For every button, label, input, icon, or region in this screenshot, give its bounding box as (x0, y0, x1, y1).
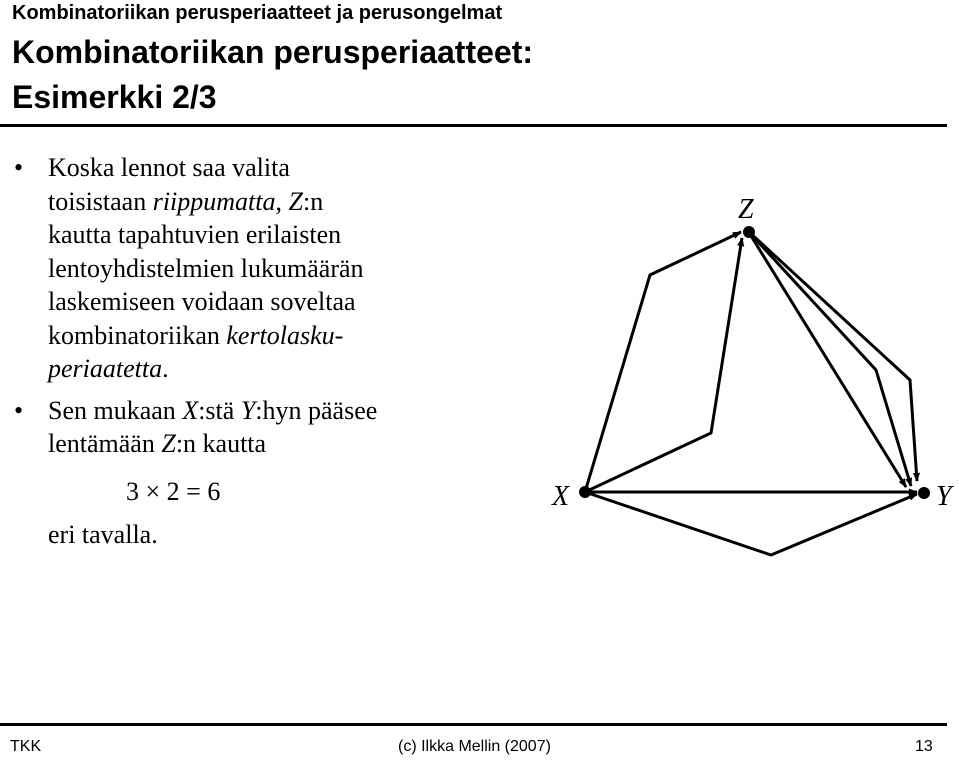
bullet-1-line-7: periaatetta. (48, 354, 169, 383)
bullet-icon: • (14, 153, 24, 182)
page-number: 13 (915, 738, 933, 755)
route-z-y-3 (748, 231, 906, 487)
title-line-2: Esimerkki 2/3 (12, 79, 217, 115)
footer-divider (0, 723, 947, 726)
bullet-1-line-1: Koska lennot saa valita (48, 153, 290, 182)
node-z (743, 226, 755, 238)
equation: 3 × 2 = 6 (126, 476, 221, 506)
section-header: Kombinatoriikan perusperiaatteet ja perusongelmat (12, 2, 503, 24)
bullet-2-line-4: eri tavalla. (48, 520, 158, 549)
bullet-1-line-6: kombinatoriikan kertolasku- (48, 320, 344, 350)
footer-center: (c) Ilkka Mellin (2007) (398, 738, 551, 755)
label-y: Y (936, 481, 952, 512)
route-x-z-2 (585, 238, 742, 492)
node-x (579, 486, 591, 498)
bullet-1-line-3: kautta tapahtuvien erilaisten (48, 220, 342, 249)
title-line-1: Kombinatoriikan perusperiaatteet: (12, 34, 533, 70)
route-x-y-lower (585, 492, 917, 555)
bullet-1-line-2: toisistaan riippumatta, Z:n (48, 186, 324, 216)
bullet-1-line-5: laskemiseen voidaan soveltaa (48, 287, 356, 316)
footer-left: TKK (10, 738, 42, 755)
label-x: X (552, 481, 570, 512)
node-y (918, 487, 930, 499)
label-z: Z (738, 194, 754, 225)
bullet-1-line-4: lentoyhdistelmien lukumäärän (48, 253, 364, 283)
route-x-z-1 (585, 232, 741, 492)
bullet-2-line-2: lentämään Z:n kautta (48, 429, 267, 458)
bullet-icon: • (14, 395, 24, 425)
bullet-2-line-1: Sen mukaan X:stä Y:hyn pääsee (48, 395, 378, 425)
route-z-y-1 (748, 231, 917, 481)
